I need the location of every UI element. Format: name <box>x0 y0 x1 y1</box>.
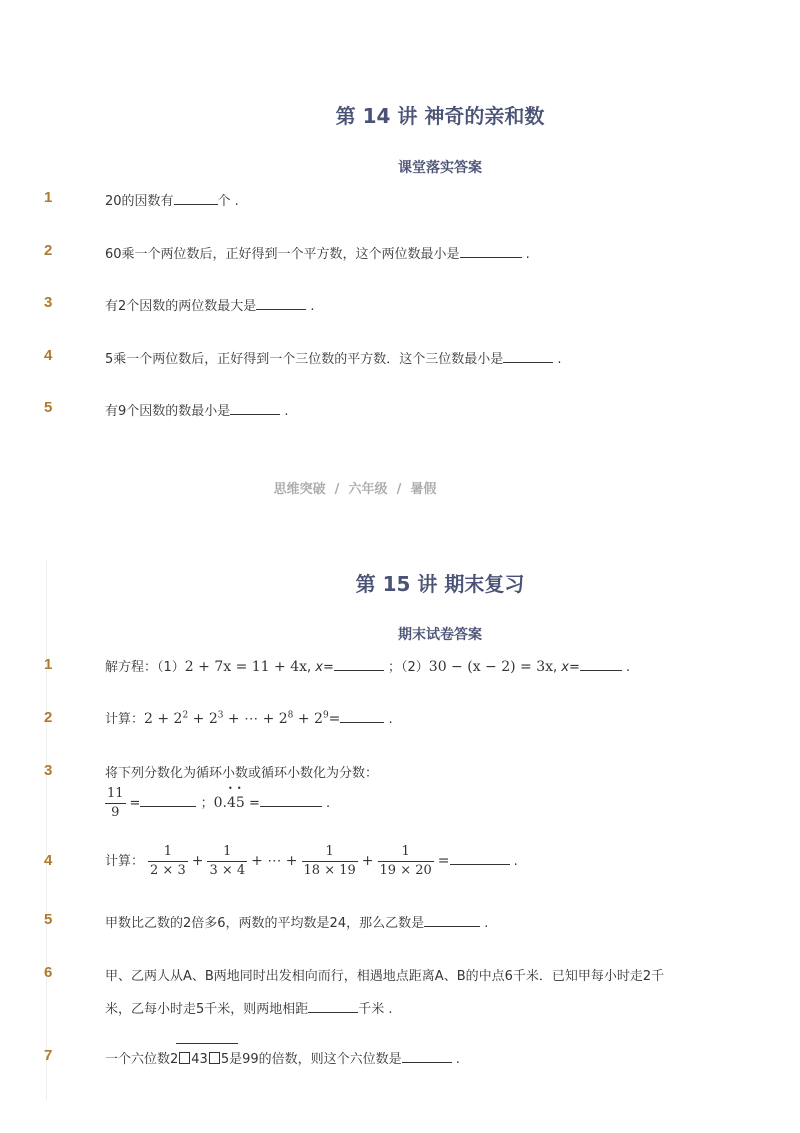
missing-digit-box <box>179 1052 190 1064</box>
answer-blank <box>460 245 522 258</box>
fraction: $\frac{1}{19 \times 20}$ <box>379 844 432 878</box>
answer-blank <box>450 852 510 865</box>
question-body: 解方程：（1） <box>105 660 185 675</box>
question-tail: . <box>509 854 518 869</box>
fraction-numerator: 11 <box>105 785 126 804</box>
answer-blank <box>174 192 218 205</box>
equation: 30 − (x − 2) = 3x <box>428 659 554 675</box>
question-body: 甲数比乙数的2倍多6，两数的平均数是24，那么乙数是 <box>105 916 425 931</box>
variable-label: x= <box>561 660 580 675</box>
equation: 2 + 7x = 11 + 4x <box>184 659 308 675</box>
power-sum-expression: $2 + 2^2 + 2^3$ + ⋯ + $2^8 + 2^9=$ <box>144 710 341 727</box>
question-tail: . <box>306 299 315 314</box>
fraction: $\frac{1}{2 \times 3}$ <box>150 844 186 878</box>
question-body: 5是99的倍数，则这个六位数是 <box>220 1052 402 1067</box>
question-number: 3 <box>44 294 53 311</box>
footer-series: 思维突破 <box>273 482 326 497</box>
question-text: 解方程：（1）2 + 7x = 11 + 4x, x= ；（2）30 − (x − 2) = 3x, x= . <box>105 659 631 675</box>
repeating-decimal: 0.• 4• 5 <box>214 795 245 811</box>
page-footer <box>0 478 710 497</box>
question-tail: . <box>451 1052 460 1067</box>
question-number: 6 <box>44 964 53 981</box>
question-text: 将下列分数化为循环小数或循环小数化为分数： <box>105 766 379 781</box>
question-body: 60乘一个两位数后，正好得到一个平方数，这个两位数最小是 <box>105 247 460 262</box>
question-number: 4 <box>44 852 53 869</box>
lesson14-subtitle: 课堂落实答案 <box>398 160 482 176</box>
question-text <box>105 912 488 931</box>
question-text <box>105 400 289 419</box>
lesson14-title: 第 14 讲 神奇的亲和数 <box>335 104 545 128</box>
question-number: 1 <box>44 189 53 206</box>
question-tail: . <box>321 796 331 811</box>
fraction: $\frac{1}{3 \times 4}$ <box>209 844 246 878</box>
question-text: 甲、乙两人从A、B两地同时出发相向而行，相遇地点距离A、B的中点6千米．已知甲每小时走2千 <box>105 969 665 984</box>
footer-separator: / <box>396 482 402 497</box>
footer-term: 暑假 <box>410 482 437 497</box>
separator: ； <box>200 796 214 811</box>
variable-label: x= <box>315 660 334 675</box>
question-tail: 千米 . <box>358 1002 393 1017</box>
equals-sign: = <box>129 796 141 811</box>
question-text <box>105 295 315 314</box>
question-body: 米，乙每小时走5千米，则两地相距 <box>105 1002 309 1017</box>
fraction: $\frac{1}{18 \times 19}$ <box>303 844 356 878</box>
answer-blank <box>402 1050 452 1063</box>
question-text <box>105 243 530 262</box>
equals-sign: = <box>248 796 260 811</box>
question-body: 5乘一个两位数后，正好得到一个三位数的平方数．这个三位数最小是 <box>105 352 504 367</box>
question-tail: . <box>384 712 393 727</box>
answer-blank <box>580 658 622 671</box>
question-text <box>105 998 393 1017</box>
question-tail: . <box>480 916 489 931</box>
question-number: 4 <box>44 347 53 364</box>
answer-blank <box>424 914 480 927</box>
question-number: 7 <box>44 1047 53 1064</box>
question-tail: . <box>521 247 530 262</box>
question-text <box>105 708 393 727</box>
footer-separator: / <box>334 482 340 497</box>
question-number: 3 <box>44 762 53 779</box>
separator: ；（2） <box>383 660 429 675</box>
question-tail: . <box>553 352 562 367</box>
fraction-denominator: 9 <box>111 805 120 820</box>
lesson15-subtitle: 期末试卷答案 <box>398 627 482 643</box>
question-text <box>105 190 239 209</box>
question-body: 计算： <box>105 712 145 727</box>
question-text <box>105 785 330 822</box>
question-text <box>105 1048 460 1067</box>
question-number: 5 <box>44 399 53 416</box>
question-body: 一个六位数2 <box>105 1052 179 1067</box>
answer-blank <box>334 658 384 671</box>
repeat-dot-digit: • 4 <box>227 795 236 811</box>
question-number: 2 <box>44 709 53 726</box>
question-tail: . <box>621 660 631 675</box>
question-body: 有2个因数的两位数最大是 <box>105 299 257 314</box>
answer-blank <box>308 1000 358 1013</box>
fraction <box>105 785 126 822</box>
question-number: 2 <box>44 242 53 259</box>
answer-blank <box>140 794 196 807</box>
question-number: 1 <box>44 656 53 673</box>
overline-mark <box>176 1043 238 1044</box>
answer-blank <box>230 402 280 415</box>
answer-blank <box>340 710 384 723</box>
answer-blank <box>260 794 322 807</box>
answer-blank <box>503 350 553 363</box>
question-body: 43 <box>191 1052 208 1067</box>
question-text: 计算： $\frac{1}{2 \times 3}$ + $\frac{1}{3 \times 4}$ + ⋯ + $\frac{1}{18 \times 19}$ + $\frac{1}{19 \times 20}$ = . <box>105 844 518 878</box>
answer-blank <box>256 297 306 310</box>
question-number: 5 <box>44 911 53 928</box>
question-body: 有9个因数的数最小是 <box>105 404 231 419</box>
missing-digit-box <box>209 1052 220 1064</box>
repeat-dot-digit: • 5 <box>236 795 245 811</box>
question-body: 20的因数有 <box>105 194 174 209</box>
footer-grade: 六年级 <box>348 482 388 497</box>
question-tail: . <box>280 404 289 419</box>
lesson15-title: 第 15 讲 期末复习 <box>355 572 525 596</box>
question-body: 计算： <box>105 854 145 869</box>
question-text <box>105 348 562 367</box>
question-tail: 个 . <box>217 194 239 209</box>
